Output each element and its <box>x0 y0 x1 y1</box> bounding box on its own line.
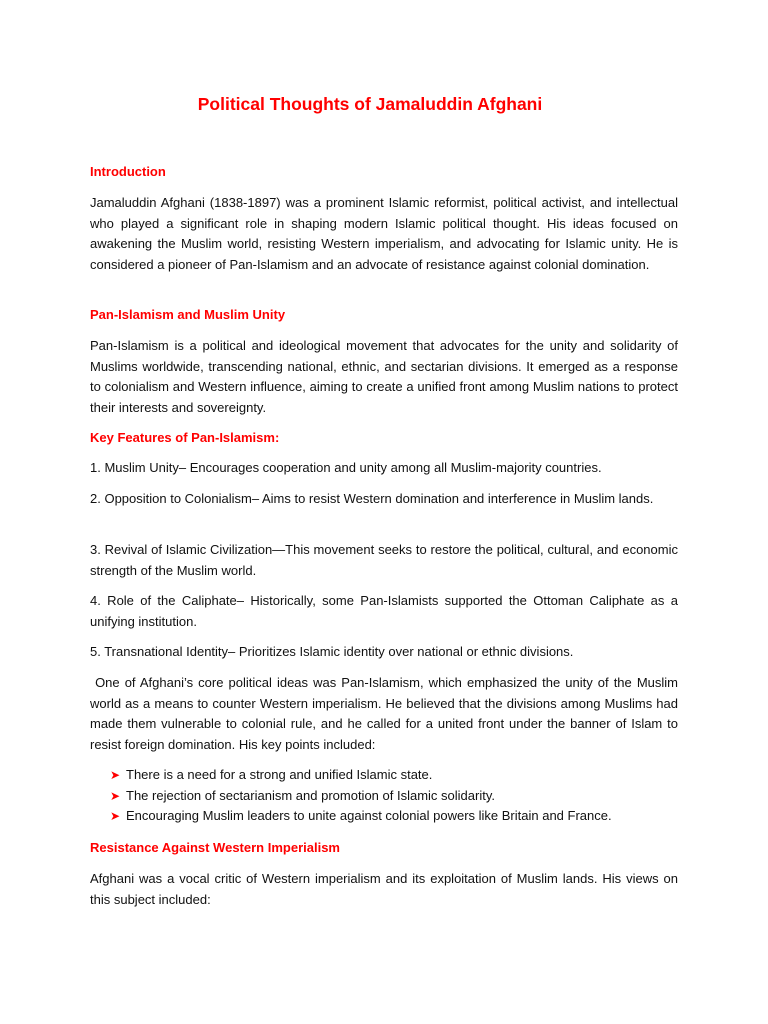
section-introduction <box>90 163 678 275</box>
feature-item: 5. Transnational Identity– Prioritizes Islamic identity over national or ethnic divisions. <box>90 644 574 659</box>
paragraph-resistance: Afghani was a vocal critic of Western imperialism and its exploitation of Muslim lands. His views on this subject included: <box>90 871 678 907</box>
key-points-list <box>90 765 698 827</box>
list-item <box>110 786 698 807</box>
heading-pan-islamism: Pan-Islamism and Muslim Unity <box>90 307 286 322</box>
list-item <box>110 765 698 786</box>
arrow-right-icon: ➤ <box>110 788 121 803</box>
arrow-right-icon: ➤ <box>110 768 121 782</box>
paragraph-core-ideas: One of Afghani’s core political ideas was Pan-Islamism, which emphasized the unity of the Muslim world as a means to counter Western imperialism. He believed that the divisions among Muslims had made them vulnerable to colonial rule, and he called for a united front under the banner of Islam to resist foreign domination. His key points included: <box>90 675 682 752</box>
section-pan-islamism <box>90 306 678 418</box>
heading-key-features: Key Features of Pan-Islamism: <box>90 430 280 445</box>
document-title: Political Thoughts of Jamaluddin Afghani <box>197 94 543 114</box>
feature-item: 3. Revival of Islamic Civilization—This movement seeks to restore the political, cultural, and economic strength of the Muslim world. <box>90 542 678 578</box>
heading-introduction: Introduction <box>90 164 166 179</box>
section-resistance <box>90 839 678 910</box>
list-item-text: Encouraging Muslim leaders to unite against colonial powers like Britain and France. <box>126 808 612 823</box>
paragraph-pan-islamism: Pan-Islamism is a political and ideological movement that advocates for the unity and solidarity of Muslims worldwide, transcending national, ethnic, and sectarian divisions. It emerged as a response to colonialism and Western influence, aiming to create a unified front among Muslim nations to protect their interests and sovereignty. <box>90 338 678 415</box>
heading-resistance: Resistance Against Western Imperialism <box>90 840 340 855</box>
section-key-features <box>90 429 678 447</box>
feature-item: 1. Muslim Unity– Encourages cooperation and unity among all Muslim-majority countries. <box>90 460 602 475</box>
feature-item: 2. Opposition to Colonialism– Aims to resist Western domination and interference in Muslim lands. <box>90 491 654 506</box>
paragraph-introduction: Jamaluddin Afghani (1838-1897) was a prominent Islamic reformist, political activist, and intellectual who played a significant role in shaping modern Islamic political thought. His ideas focused on awakening the Muslim world, resisting Western imperialism, and advocating for Islamic unity. He is considered a pioneer of Pan-Islamism and an advocate of resistance against colonial domination. <box>90 195 678 272</box>
feature-item: 4. Role of the Caliphate– Historically, some Pan-Islamists supported the Ottoman Caliphate as a unifying institution. <box>90 593 678 629</box>
arrow-right-icon: ➤ <box>110 809 121 823</box>
list-item-text: There is a need for a strong and unified Islamic state. <box>126 767 433 782</box>
list-item-text: The rejection of sectarianism and promotion of Islamic solidarity. <box>126 787 495 803</box>
list-item <box>110 806 698 827</box>
